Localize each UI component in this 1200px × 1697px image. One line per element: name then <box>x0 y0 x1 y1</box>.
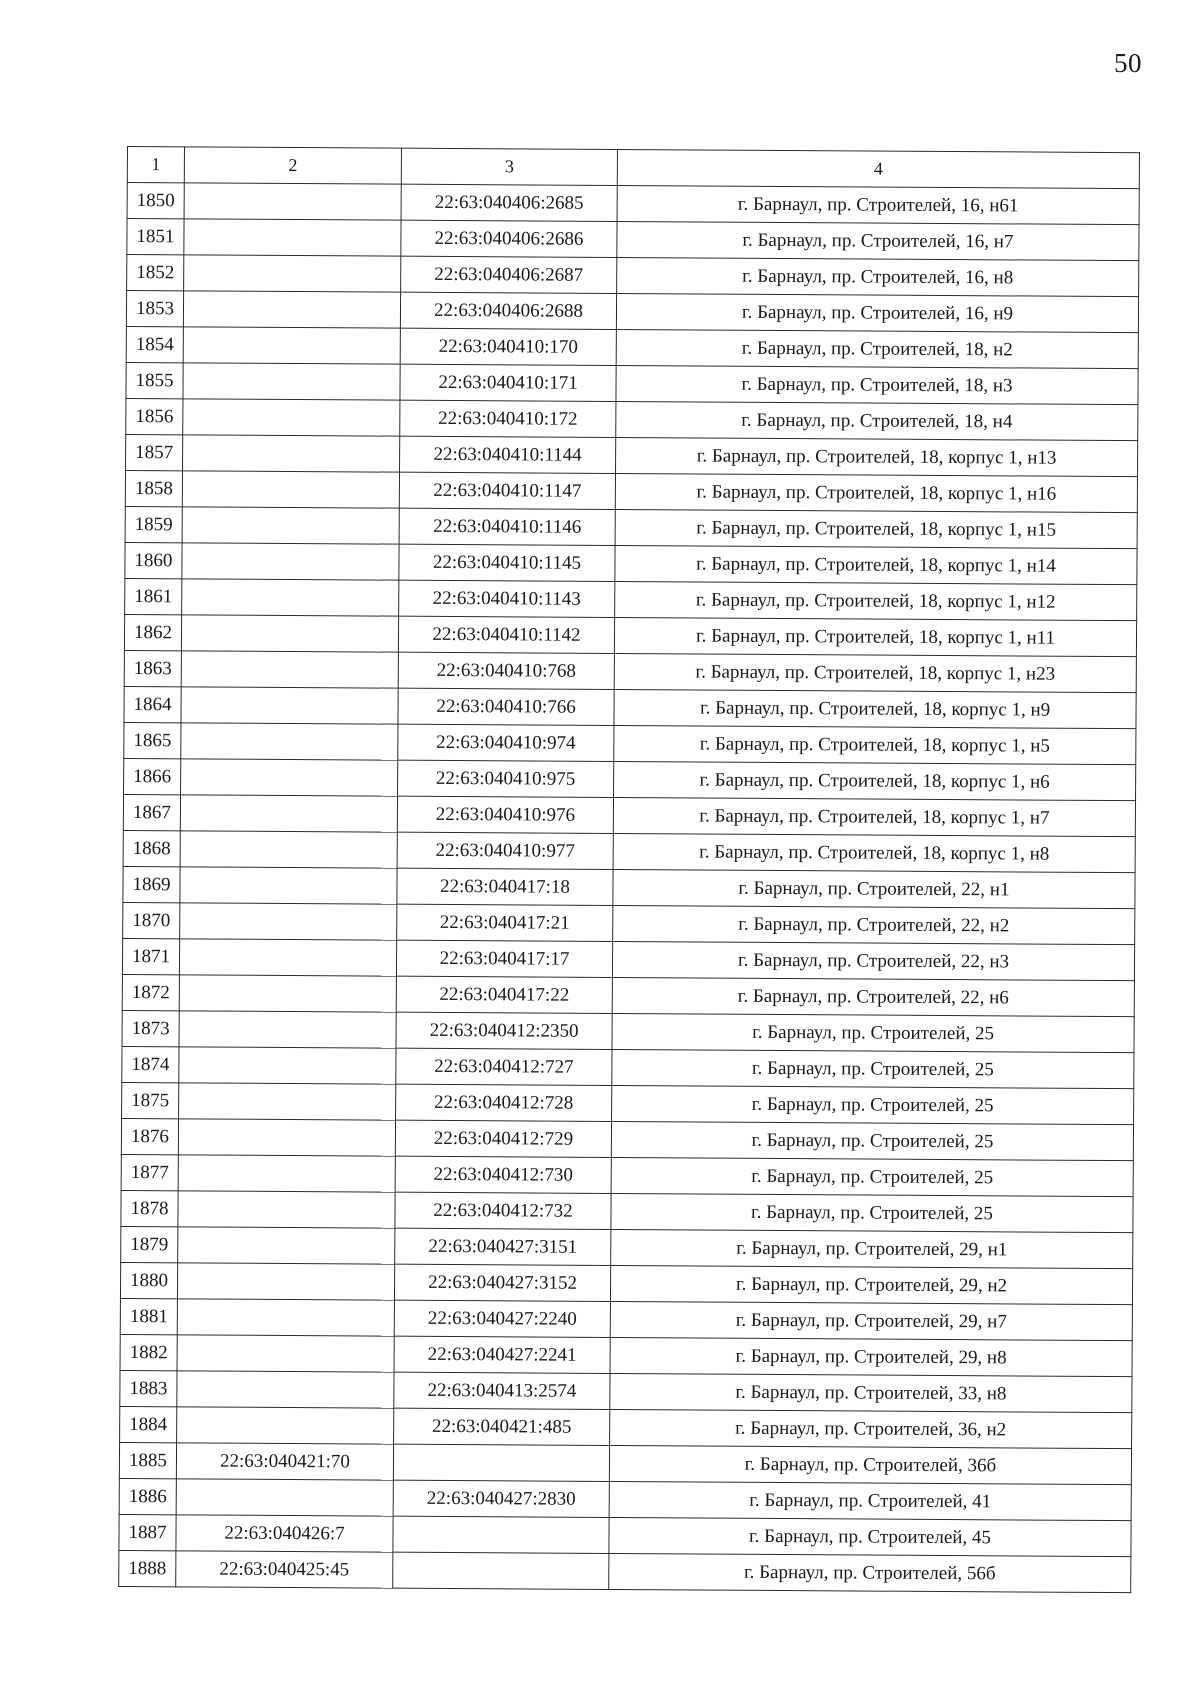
table-row <box>124 722 1136 764</box>
row-number-cell: 1855 <box>126 362 183 398</box>
cadastral-number-alt-cell: 22:63:040421:485 <box>394 1408 610 1445</box>
address-cell: г. Барнаул, пр. Строителей, 18, корпус 1, н9 <box>614 689 1136 728</box>
row-number-cell: 1854 <box>126 326 183 362</box>
row-number-cell: 1868 <box>123 830 180 866</box>
row-number-cell: 1851 <box>127 219 184 255</box>
address-cell: г. Барнаул, пр. Строителей, 56б <box>609 1553 1131 1592</box>
address-cell: г. Барнаул, пр. Строителей, 18, корпус 1, н14 <box>615 545 1137 584</box>
cadastral-number-cell <box>180 795 397 832</box>
row-number-cell: 1885 <box>119 1442 176 1478</box>
table-row <box>120 1370 1132 1412</box>
table-row <box>120 1334 1132 1376</box>
cadastral-number-alt-cell: 22:63:040427:3151 <box>395 1228 611 1265</box>
cadastral-number-alt-cell <box>393 1444 609 1481</box>
cadastral-number-alt-cell: 22:63:040427:2241 <box>394 1336 610 1373</box>
address-cell: г. Барнаул, пр. Строителей, 29, н1 <box>611 1229 1133 1268</box>
row-number-cell: 1856 <box>126 398 183 434</box>
table-row <box>122 1010 1134 1052</box>
cadastral-number-cell <box>183 327 400 364</box>
cadastral-number-cell <box>179 939 396 976</box>
cadastral-number-alt-cell: 22:63:040410:1145 <box>399 544 615 581</box>
address-cell: г. Барнаул, пр. Строителей, 36б <box>609 1445 1131 1484</box>
row-number-cell: 1859 <box>125 506 182 542</box>
table-row <box>119 1478 1131 1520</box>
table-row <box>120 1262 1132 1304</box>
cadastral-number-alt-cell: 22:63:040417:18 <box>397 868 613 905</box>
cadastral-number-cell <box>180 903 397 940</box>
cadastral-number-alt-cell: 22:63:040412:732 <box>395 1192 611 1229</box>
cadastral-number-cell: 22:63:040425:45 <box>176 1551 393 1588</box>
address-cell: г. Барнаул, пр. Строителей, 29, н8 <box>610 1337 1132 1376</box>
cadastral-number-alt-cell: 22:63:040410:170 <box>400 328 616 365</box>
cadastral-number-cell <box>181 759 398 796</box>
address-cell: г. Барнаул, пр. Строителей, 18, корпус 1, н12 <box>615 581 1137 620</box>
row-number-cell: 1853 <box>126 291 183 327</box>
table-row <box>125 542 1137 584</box>
cadastral-number-cell <box>178 1119 395 1156</box>
cadastral-number-alt-cell: 22:63:040412:727 <box>396 1048 612 1085</box>
row-number-cell: 1861 <box>125 578 182 614</box>
cadastral-number-alt-cell: 22:63:040412:728 <box>396 1084 612 1121</box>
address-cell: г. Барнаул, пр. Строителей, 18, н3 <box>616 365 1138 404</box>
column-header-4: 4 <box>617 149 1139 188</box>
cadastral-number-alt-cell: 22:63:040410:975 <box>398 760 614 797</box>
cadastral-number-cell <box>181 615 398 652</box>
cadastral-number-cell <box>183 291 400 328</box>
cadastral-number-alt-cell <box>393 1516 609 1553</box>
cadastral-number-alt-cell: 22:63:040406:2687 <box>401 256 617 293</box>
row-number-cell: 1884 <box>120 1406 177 1442</box>
address-cell: г. Барнаул, пр. Строителей, 18, н4 <box>616 401 1138 440</box>
cadastral-number-cell <box>180 867 397 904</box>
table-row <box>127 219 1139 261</box>
cadastral-number-alt-cell: 22:63:040410:1146 <box>399 508 615 545</box>
cadastral-number-alt-cell <box>393 1552 609 1589</box>
table-row <box>126 362 1138 404</box>
cadastral-number-cell <box>180 831 397 868</box>
row-number-cell: 1887 <box>119 1514 176 1550</box>
cadastral-number-cell <box>177 1407 394 1444</box>
cadastral-number-alt-cell: 22:63:040410:1147 <box>399 472 615 509</box>
address-cell: г. Барнаул, пр. Строителей, 29, н7 <box>610 1301 1132 1340</box>
row-number-cell: 1866 <box>124 758 181 794</box>
row-number-cell: 1865 <box>124 722 181 758</box>
cadastral-number-cell <box>177 1335 394 1372</box>
cadastral-number-alt-cell: 22:63:040417:21 <box>397 904 613 941</box>
table-row <box>122 974 1134 1016</box>
address-cell: г. Барнаул, пр. Строителей, 29, н2 <box>610 1265 1132 1304</box>
table-row <box>124 650 1136 692</box>
address-cell: г. Барнаул, пр. Строителей, 25 <box>611 1193 1133 1232</box>
table-row <box>123 830 1135 872</box>
table-row <box>124 758 1136 800</box>
row-number-cell: 1880 <box>120 1262 177 1298</box>
cadastral-number-cell <box>184 219 401 256</box>
cadastral-number-alt-cell: 22:63:040406:2685 <box>401 184 617 221</box>
table-row <box>119 1514 1131 1556</box>
row-number-cell: 1869 <box>123 866 180 902</box>
address-cell: г. Барнаул, пр. Строителей, 18, корпус 1, н13 <box>616 437 1138 476</box>
row-number-cell: 1872 <box>122 974 179 1010</box>
address-cell: г. Барнаул, пр. Строителей, 25 <box>611 1157 1133 1196</box>
cadastral-number-alt-cell: 22:63:040412:730 <box>395 1156 611 1193</box>
row-number-cell: 1882 <box>120 1334 177 1370</box>
address-cell: г. Барнаул, пр. Строителей, 18, корпус 1, н16 <box>615 473 1137 512</box>
cadastral-number-alt-cell: 22:63:040427:3152 <box>394 1264 610 1301</box>
cadastral-number-cell <box>184 255 401 292</box>
table-row <box>124 686 1136 728</box>
address-cell: г. Барнаул, пр. Строителей, 25 <box>612 1085 1134 1124</box>
address-cell: г. Барнаул, пр. Строителей, 18, корпус 1, н6 <box>614 761 1136 800</box>
cadastral-number-alt-cell: 22:63:040410:1143 <box>399 580 615 617</box>
row-number-cell: 1874 <box>122 1046 179 1082</box>
row-number-cell: 1863 <box>124 650 181 686</box>
address-cell: г. Барнаул, пр. Строителей, 25 <box>611 1121 1133 1160</box>
cadastral-number-cell <box>183 435 400 472</box>
cadastral-number-alt-cell: 22:63:040412:729 <box>395 1120 611 1157</box>
cadastral-number-cell <box>177 1299 394 1336</box>
cadastral-number-alt-cell: 22:63:040410:1142 <box>398 616 614 653</box>
cadastral-number-alt-cell: 22:63:040410:768 <box>398 652 614 689</box>
row-number-cell: 1876 <box>121 1118 178 1154</box>
row-number-cell: 1862 <box>124 614 181 650</box>
table-row <box>122 1082 1134 1124</box>
address-cell: г. Барнаул, пр. Строителей, 18, корпус 1, н11 <box>614 617 1136 656</box>
table-row <box>124 614 1136 656</box>
cadastral-number-alt-cell: 22:63:040410:172 <box>400 400 616 437</box>
registry-table <box>118 146 1140 1593</box>
table-row <box>119 1442 1131 1484</box>
table-row <box>121 1190 1133 1232</box>
cadastral-number-cell <box>176 1479 393 1516</box>
cadastral-number-cell <box>182 507 399 544</box>
table-row <box>127 183 1139 225</box>
table-row <box>125 506 1137 548</box>
table-row <box>121 1226 1133 1268</box>
address-cell: г. Барнаул, пр. Строителей, 16, н7 <box>617 221 1139 260</box>
address-cell: г. Барнаул, пр. Строителей, 16, н8 <box>617 257 1139 296</box>
row-number-cell: 1888 <box>119 1550 176 1586</box>
address-cell: г. Барнаул, пр. Строителей, 33, н8 <box>610 1373 1132 1412</box>
cadastral-number-alt-cell: 22:63:040427:2830 <box>393 1480 609 1517</box>
table-row <box>121 1154 1133 1196</box>
cadastral-number-cell <box>179 975 396 1012</box>
row-number-cell: 1858 <box>125 470 182 506</box>
cadastral-number-cell <box>179 1047 396 1084</box>
table-row <box>126 434 1138 476</box>
cadastral-number-alt-cell: 22:63:040406:2688 <box>400 292 616 329</box>
cadastral-number-alt-cell: 22:63:040410:766 <box>398 688 614 725</box>
table-row <box>121 1118 1133 1160</box>
row-number-cell: 1850 <box>127 183 184 219</box>
cadastral-number-cell <box>181 723 398 760</box>
address-cell: г. Барнаул, пр. Строителей, 18, корпус 1, н5 <box>614 725 1136 764</box>
cadastral-number-alt-cell: 22:63:040410:171 <box>400 364 616 401</box>
address-cell: г. Барнаул, пр. Строителей, 18, н2 <box>616 329 1138 368</box>
row-number-cell: 1875 <box>122 1082 179 1118</box>
cadastral-number-cell <box>177 1371 394 1408</box>
cadastral-number-alt-cell: 22:63:040417:22 <box>396 976 612 1013</box>
cadastral-number-cell <box>178 1191 395 1228</box>
table-row <box>126 291 1138 333</box>
table-row <box>127 255 1139 297</box>
column-header-3: 3 <box>401 148 617 185</box>
table-row <box>120 1406 1132 1448</box>
table-row <box>125 578 1137 620</box>
row-number-cell: 1878 <box>121 1190 178 1226</box>
cadastral-number-alt-cell: 22:63:040412:2350 <box>396 1012 612 1049</box>
cadastral-number-alt-cell: 22:63:040413:2574 <box>394 1372 610 1409</box>
table-row <box>123 794 1135 836</box>
cadastral-number-cell: 22:63:040421:70 <box>176 1443 393 1480</box>
address-cell: г. Барнаул, пр. Строителей, 16, н9 <box>616 293 1138 332</box>
table-header-row <box>127 147 1139 189</box>
address-cell: г. Барнаул, пр. Строителей, 16, н61 <box>617 185 1139 224</box>
cadastral-number-alt-cell: 22:63:040417:17 <box>396 940 612 977</box>
address-cell: г. Барнаул, пр. Строителей, 18, корпус 1, н8 <box>613 833 1135 872</box>
cadastral-number-cell <box>182 543 399 580</box>
address-cell: г. Барнаул, пр. Строителей, 45 <box>609 1517 1131 1556</box>
row-number-cell: 1873 <box>122 1010 179 1046</box>
cadastral-number-alt-cell: 22:63:040410:974 <box>398 724 614 761</box>
table-row <box>123 866 1135 908</box>
cadastral-number-cell <box>182 579 399 616</box>
table-row <box>126 326 1138 368</box>
row-number-cell: 1870 <box>123 902 180 938</box>
cadastral-number-cell <box>183 399 400 436</box>
cadastral-number-alt-cell: 22:63:040410:1144 <box>400 436 616 473</box>
cadastral-number-cell <box>177 1263 394 1300</box>
address-cell: г. Барнаул, пр. Строителей, 22, н1 <box>613 869 1135 908</box>
table-body <box>119 183 1140 1593</box>
cadastral-number-cell <box>181 687 398 724</box>
row-number-cell: 1867 <box>123 794 180 830</box>
address-cell: г. Барнаул, пр. Строителей, 18, корпус 1, н15 <box>615 509 1137 548</box>
row-number-cell: 1857 <box>126 434 183 470</box>
address-cell: г. Барнаул, пр. Строителей, 22, н2 <box>613 905 1135 944</box>
table-row <box>119 1550 1131 1592</box>
cadastral-number-cell <box>181 651 398 688</box>
table-row <box>120 1298 1132 1340</box>
cadastral-number-cell <box>184 183 401 220</box>
row-number-cell: 1879 <box>121 1226 178 1262</box>
row-number-cell: 1883 <box>120 1370 177 1406</box>
table-row <box>122 1046 1134 1088</box>
cadastral-number-cell <box>182 471 399 508</box>
cadastral-number-cell <box>183 363 400 400</box>
table-row <box>125 470 1137 512</box>
column-header-2: 2 <box>184 147 401 184</box>
cadastral-number-alt-cell: 22:63:040427:2240 <box>394 1300 610 1337</box>
page-number: 50 <box>1114 48 1142 78</box>
cadastral-number-alt-cell: 22:63:040406:2686 <box>401 220 617 257</box>
table-row <box>126 398 1138 440</box>
cadastral-number-alt-cell: 22:63:040410:977 <box>397 832 613 869</box>
cadastral-number-cell <box>178 1227 395 1264</box>
address-cell: г. Барнаул, пр. Строителей, 22, н3 <box>612 941 1134 980</box>
row-number-cell: 1877 <box>121 1154 178 1190</box>
address-cell: г. Барнаул, пр. Строителей, 36, н2 <box>610 1409 1132 1448</box>
address-cell: г. Барнаул, пр. Строителей, 22, н6 <box>612 977 1134 1016</box>
address-cell: г. Барнаул, пр. Строителей, 41 <box>609 1481 1131 1520</box>
row-number-cell: 1871 <box>122 938 179 974</box>
cadastral-number-cell <box>178 1155 395 1192</box>
cadastral-number-alt-cell: 22:63:040410:976 <box>397 796 613 833</box>
cadastral-number-cell <box>179 1083 396 1120</box>
column-header-1: 1 <box>127 147 184 183</box>
row-number-cell: 1852 <box>127 255 184 291</box>
row-number-cell: 1886 <box>119 1478 176 1514</box>
address-cell: г. Барнаул, пр. Строителей, 18, корпус 1, н7 <box>613 797 1135 836</box>
cadastral-number-cell: 22:63:040426:7 <box>176 1515 393 1552</box>
row-number-cell: 1860 <box>125 542 182 578</box>
table-row <box>122 938 1134 980</box>
address-cell: г. Барнаул, пр. Строителей, 25 <box>612 1013 1134 1052</box>
table-row <box>123 902 1135 944</box>
address-cell: г. Барнаул, пр. Строителей, 25 <box>612 1049 1134 1088</box>
cadastral-number-cell <box>179 1011 396 1048</box>
row-number-cell: 1864 <box>124 686 181 722</box>
row-number-cell: 1881 <box>120 1298 177 1334</box>
address-cell: г. Барнаул, пр. Строителей, 18, корпус 1, н23 <box>614 653 1136 692</box>
